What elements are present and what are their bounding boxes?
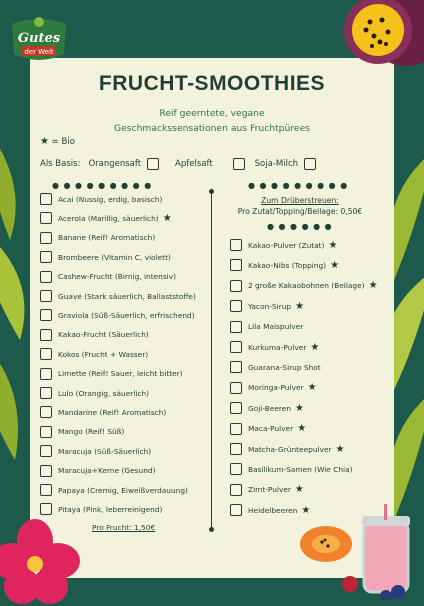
checkbox[interactable] (40, 445, 52, 457)
fruit-item[interactable] (40, 232, 155, 244)
dot-separator-left: ● ● ● ● ● ● ● ● ● (52, 181, 153, 190)
fruit-item-label: Acai (Nussig, erdig, basisch) (58, 194, 163, 204)
checkbox[interactable] (230, 402, 242, 414)
bio-legend (40, 136, 75, 147)
checkbox[interactable] (40, 426, 52, 438)
bio-star-icon: ★ (294, 484, 304, 496)
topping-item-label: Lila Maispulver (248, 322, 304, 332)
topping-item-label: Basilikum-Samen (Wie Chia) (248, 464, 353, 474)
fruit-item[interactable] (40, 290, 196, 302)
topping-item-label: Matcha-Grünteepulver (248, 444, 332, 454)
checkbox[interactable] (40, 212, 52, 224)
checkbox[interactable] (230, 504, 242, 516)
topping-item-label: Yacon-Sirup (248, 301, 292, 311)
topping-item-label: Kakao-Nibs (Topping) (248, 260, 327, 270)
fruit-item-label: Acerola (Marillig, säuerlich) (58, 213, 159, 223)
checkbox[interactable] (230, 341, 242, 353)
topping-item-label: Moringa-Pulver (248, 383, 304, 393)
topping-item-label: Zimt-Pulver (248, 485, 291, 495)
fruit-item[interactable] (40, 193, 162, 205)
bio-star-icon: ★ (330, 259, 340, 271)
bio-star-icon: ★ (295, 300, 305, 312)
fruit-item-label: Cashew-Frucht (Birnig, intensiv) (58, 272, 176, 282)
star-icon: ★ (40, 136, 49, 147)
bio-star-icon: ★ (297, 423, 307, 435)
fruit-item-label: Graviola (Süß-Säuerlich, erfrischend) (58, 310, 195, 320)
fruit-item[interactable] (40, 484, 188, 496)
bio-star-icon: ★ (328, 239, 338, 251)
checkbox[interactable] (40, 348, 52, 360)
topping-item-label: Kurkuma-Pulver (248, 342, 307, 352)
divider-dot-top (209, 189, 214, 194)
dot-separator-right: ● ● ● ● ● ● ● ● ● (248, 181, 349, 190)
topping-item[interactable] (230, 423, 306, 435)
topping-item[interactable] (230, 280, 378, 292)
fruit-item[interactable] (40, 271, 176, 283)
topping-item[interactable] (230, 484, 304, 496)
divider-dot-bottom (209, 527, 214, 532)
basis-option-apfelsaft[interactable] (175, 158, 245, 170)
checkbox[interactable] (40, 251, 52, 263)
checkbox[interactable] (147, 158, 159, 170)
basis-option-orangensaft[interactable] (88, 158, 159, 170)
fruit-item-label: Mango (Reif! Süß) (58, 427, 125, 437)
topping-item-label: Heidelbeeren (248, 505, 298, 515)
fruit-item-label: Guave (Stark säuerlich, Ballaststoffe) (58, 291, 196, 301)
checkbox[interactable] (40, 271, 52, 283)
fruit-item-label: Maracuja (Süß-Säuerlich) (58, 446, 152, 456)
hibiscus-flower-decoration (0, 516, 80, 606)
bio-star-icon: ★ (295, 402, 304, 414)
topping-item[interactable] (230, 402, 304, 414)
topping-item-label: Maca-Pulver (248, 424, 294, 434)
fruit-item[interactable] (40, 368, 183, 380)
fruit-item[interactable] (40, 465, 155, 477)
bio-star-icon: ★ (301, 504, 311, 516)
bio-star-icon: ★ (368, 280, 378, 292)
fruit-item-label: Kokos (Frucht + Wasser) (58, 349, 149, 359)
dot-separator-toppings: ● ● ● ● ● ● (267, 222, 333, 231)
checkbox[interactable] (40, 290, 52, 302)
bio-star-icon: ★ (310, 341, 320, 353)
bio-star-icon: ★ (307, 382, 317, 394)
smoothie-and-papaya-decoration (298, 504, 418, 600)
topping-item[interactable] (230, 361, 321, 373)
basis-label: Als Basis: (40, 159, 81, 169)
topping-item[interactable] (230, 382, 317, 394)
checkbox[interactable] (230, 443, 242, 455)
fruit-item-label: Kakao-Frucht (Säuerlich) (58, 330, 149, 340)
subtitle-line-1: Reif geerntete, vegane (159, 108, 265, 119)
topping-item[interactable] (230, 504, 310, 516)
fruit-item[interactable] (40, 309, 195, 321)
topping-item-label: Guarana-Sirup Shot (248, 362, 321, 372)
topping-item[interactable] (230, 463, 353, 475)
checkbox[interactable] (230, 361, 242, 373)
checkbox[interactable] (230, 484, 242, 496)
column-divider (211, 191, 212, 529)
topping-item[interactable] (230, 300, 304, 312)
checkbox[interactable] (40, 465, 52, 477)
checkbox[interactable] (230, 423, 242, 435)
checkbox[interactable] (40, 309, 52, 321)
fruit-item[interactable] (40, 212, 172, 224)
topping-item[interactable] (230, 443, 345, 455)
checkbox[interactable] (40, 484, 52, 496)
subtitle-line-2: Geschmackssensationen aus Fruchtpürees (113, 123, 311, 134)
fruit-price: Pro Frucht: 1,50€ (92, 523, 156, 532)
fruit-item-label: Papaya (Cremig, Eiweißverdauung) (58, 485, 188, 495)
topping-item[interactable] (230, 321, 303, 333)
gutes-der-welt-logo (8, 14, 70, 68)
fruit-item-label: Pitaya (Pink, leberreinigend) (58, 504, 163, 514)
checkbox[interactable] (40, 368, 52, 380)
fruit-item[interactable] (40, 251, 171, 263)
checkbox[interactable] (40, 387, 52, 399)
fruit-item[interactable] (40, 406, 166, 418)
fruit-item[interactable] (40, 445, 151, 457)
fruit-item-label: Mandarine (Reif! Aromatisch) (58, 407, 167, 417)
fruit-item[interactable] (40, 387, 149, 399)
topping-item[interactable] (230, 259, 339, 271)
checkbox[interactable] (233, 158, 245, 170)
basis-row (40, 158, 316, 170)
fruit-item-label: Brombeere (Vitamin C, violett) (58, 252, 171, 262)
page-title: FRUCHT-SMOOTHIES (98, 72, 326, 95)
bio-legend-text: = Bio (51, 137, 75, 147)
fruit-item[interactable] (40, 503, 162, 515)
checkbox[interactable] (304, 158, 316, 170)
topping-item[interactable] (230, 341, 319, 353)
subtitle (30, 106, 394, 136)
toppings-header-title: Zum Drüberstreuen: (261, 196, 339, 205)
basis-option-label: Soja-Milch (254, 159, 299, 169)
basis-option-label: Orangensaft (88, 159, 142, 169)
checkbox[interactable] (40, 503, 52, 515)
fruit-item-label: Maracuja+Kerne (Gesund) (58, 466, 156, 476)
fruit-item[interactable] (40, 426, 124, 438)
checkbox[interactable] (230, 259, 242, 271)
basis-option-label: Apfelsaft (175, 159, 213, 169)
topping-item-label: 2 große Kakaobohnen (Beilage) (248, 281, 365, 291)
checkbox[interactable] (230, 321, 242, 333)
fruit-item-label: Limette (Reif! Sauer, leicht bitter) (58, 369, 183, 379)
topping-item[interactable] (230, 239, 337, 251)
fruit-item[interactable] (40, 348, 148, 360)
checkbox[interactable] (230, 300, 242, 312)
checkbox[interactable] (230, 280, 242, 292)
toppings-header-price: Pro Zutat/Topping/Beilage: 0,50€ (237, 207, 363, 216)
checkbox[interactable] (230, 382, 242, 394)
bio-star-icon: ★ (335, 443, 345, 455)
toppings-header (218, 196, 382, 216)
topping-item-label: Goji-Beeren (248, 403, 292, 413)
fruit-item-label: Lulo (Orangig, säuerlich) (58, 388, 150, 398)
checkbox[interactable] (40, 329, 52, 341)
fruit-item-label: Banane (Reif! Aromatisch) (58, 233, 156, 243)
checkbox[interactable] (230, 463, 242, 475)
checkbox[interactable] (40, 193, 52, 205)
svg-text:Gutes: Gutes (17, 31, 61, 46)
bio-star-icon: ★ (162, 212, 172, 224)
svg-text:der Welt: der Welt (24, 48, 54, 56)
checkbox[interactable] (40, 232, 52, 244)
topping-item-label: Kakao-Pulver (Zutat) (248, 240, 325, 250)
checkbox[interactable] (230, 239, 242, 251)
fruit-item[interactable] (40, 329, 149, 341)
basis-option-soja-milch[interactable] (255, 158, 316, 170)
checkbox[interactable] (40, 406, 52, 418)
